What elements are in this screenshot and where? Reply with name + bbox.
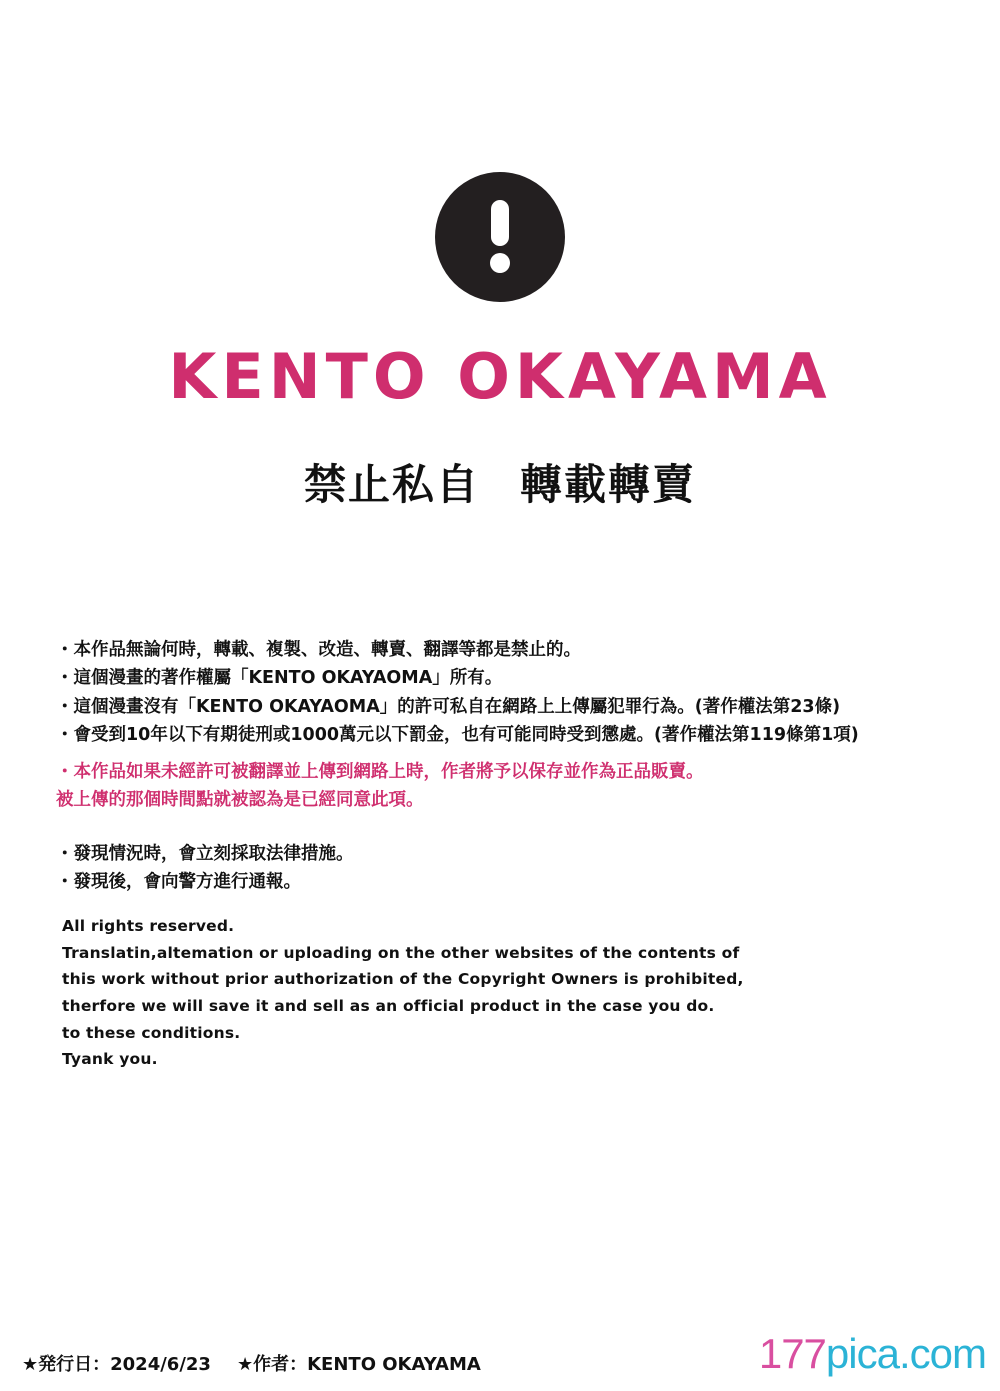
footer-credits (22, 1350, 481, 1376)
subtitle-left: 禁止私自 (303, 460, 480, 509)
author-name: ★作者：KENTO OKAYAMA (236, 1354, 481, 1375)
english-line: therfore we will save it and sell as an official product in the case you do. (62, 996, 715, 1015)
exclamation-icon (435, 172, 565, 302)
site-watermark (759, 1330, 986, 1378)
page-title: KENTO OKAYAMA (168, 340, 832, 413)
notice-line: ・本作品無論何時，轉載、複製、改造、轉賣、翻譯等都是禁止的。 (56, 640, 581, 660)
english-line: Tyank you. (62, 1050, 158, 1069)
notice-line: ・這個漫畫沒有「KENTO OKAYAOMA」的許可私自在網路上上傳屬犯罪行為。(著作權法第23條) (56, 696, 841, 717)
watermark-part-1: 177 (758, 1330, 826, 1377)
page-subtitle (0, 452, 1000, 512)
watermark-part-3: .com (898, 1330, 986, 1377)
warning-icon-container (0, 172, 1000, 302)
notice-block-general (56, 636, 956, 749)
notice-block-highlight (56, 758, 956, 815)
english-line: Translatin,altemation or uploading on the other websites of the contents of (62, 943, 740, 962)
notice-block-action (56, 840, 956, 897)
watermark-part-2: pica (825, 1330, 899, 1377)
release-date: ★発行日：2024/6/23 (22, 1354, 211, 1375)
subtitle-right: 轉載轉賣 (520, 460, 697, 509)
notice-line: ・發現後，會向警方進行通報。 (56, 872, 301, 893)
english-line: All rights reserved. (62, 917, 235, 935)
notice-line: ・這個漫畫的著作權屬「KENTO OKAYAOMA」所有。 (56, 668, 503, 689)
notice-line: 被上傳的那個時間點就被認為是已經同意此項。 (56, 790, 424, 811)
notice-line: ・會受到10年以下有期徒刑或1000萬元以下罰金，也有可能同時受到懲處。(著作權法第119條第1項) (56, 725, 859, 746)
notice-line: ・本作品如果未經許可被翻譯並上傳到網路上時，作者將予以保存並作為正品販賣。 (56, 762, 704, 782)
notice-block-english (62, 913, 962, 1073)
notice-line: ・發現情況時，會立刻採取法律措施。 (56, 844, 354, 864)
english-line: this work without prior authorization of the Copyright Owners is prohibited, (62, 970, 744, 989)
english-line: to these conditions. (62, 1023, 241, 1042)
